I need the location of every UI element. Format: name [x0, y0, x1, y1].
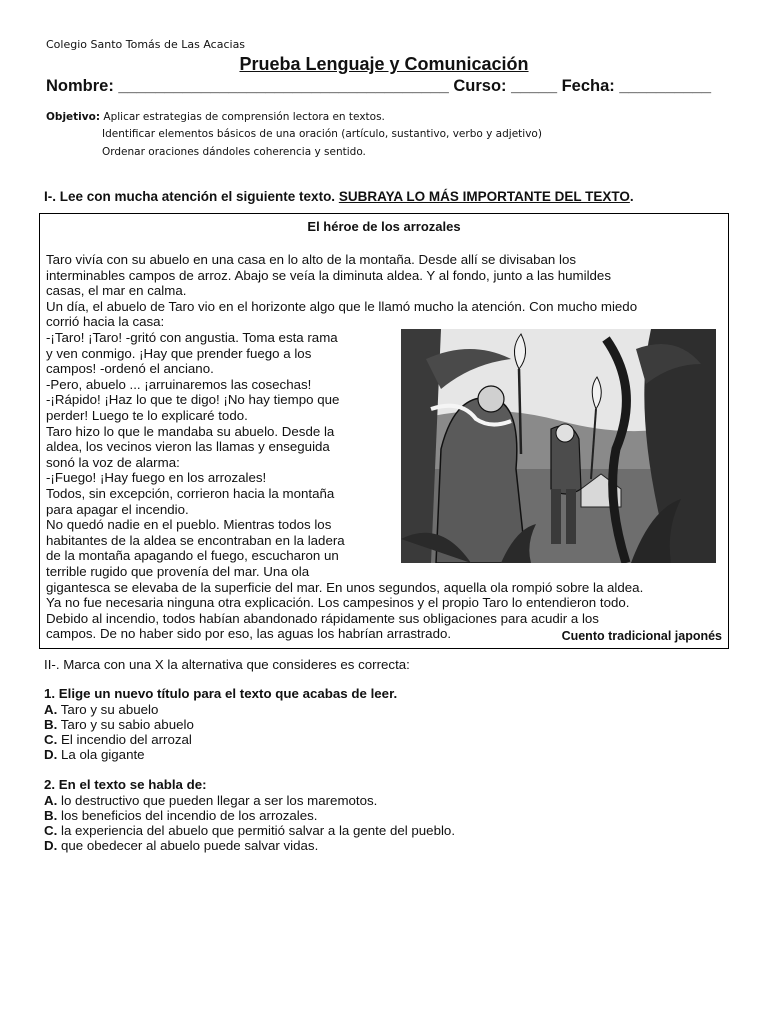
- instruction-emphasis: SUBRAYA LO MÁS IMPORTANTE DEL TEXTO: [338, 189, 630, 204]
- story-line: -Pero, abuelo ... ¡arruinaremos las cosechas!: [46, 376, 312, 392]
- section-2-instruction: II-. Marca con una X la alternativa que consideres es correcta:: [44, 657, 410, 672]
- story-line: -¡Taro! ¡Taro! -gritó con angustia. Toma esta rama: [46, 330, 338, 345]
- question-2-option-a[interactable]: A. lo destructivo que pueden llegar a ser los maremotos.: [44, 793, 378, 808]
- question-2-prompt: 2. En el texto se habla de:: [44, 777, 207, 792]
- question-1-option-d[interactable]: D. La ola gigante: [44, 747, 145, 762]
- story-line: No quedó nadie en el pueblo. Mientras todos los: [46, 517, 332, 533]
- story-line: Taro hizo lo que le mandaba su abuelo. Desde la: [46, 423, 335, 439]
- story-line: Ya no fue necesaria ninguna otra explicación. Los campesinos y el propio Taro lo entendieron todo.: [46, 595, 630, 611]
- story-line: de la montaña apagando el fuego, escucharon un: [46, 548, 339, 564]
- story-line: Todos, sin excepción, corrieron hacia la montaña: [46, 486, 335, 501]
- story-line: gigantesca se elevaba de la superficie del mar. En unos segundos, aquella ola rompió sobre la aldea.: [46, 579, 644, 595]
- story-title: El héroe de los arrozales: [307, 219, 461, 234]
- story-line: Taro vivía con su abuelo en una casa en lo alto de la montaña. Desde allí se divisaban los: [46, 252, 576, 267]
- story-line: campos! -ordenó el anciano.: [46, 361, 214, 377]
- story-line: -¡Rápido! ¡Haz lo que te digo! ¡No hay tiempo que: [46, 392, 340, 408]
- instruction-text: I-. Lee con mucha atención el siguiente texto.: [44, 189, 336, 204]
- story-line: aldea, los vecinos vieron las llamas y enseguida: [46, 439, 330, 455]
- section-1-instruction: [44, 189, 634, 204]
- story-line: sonó la voz de alarma:: [46, 454, 180, 470]
- story-line: terrible rugido que provenía del mar. Una ola: [46, 564, 310, 579]
- story-line: casas, el mar en calma.: [46, 283, 187, 299]
- question-1-option-c[interactable]: C. El incendio del arrozal: [44, 732, 192, 747]
- story-line: -¡Fuego! ¡Hay fuego en los arrozales!: [46, 470, 267, 486]
- objective-label: Objetivo:: [46, 111, 101, 123]
- school-name: Colegio Santo Tomás de Las Acacias: [46, 38, 246, 51]
- student-info-line: Nombre: ____________________________________ Curso: _____ Fecha: __________: [46, 77, 712, 95]
- story-line: para apagar el incendio.: [46, 501, 189, 517]
- objective-row-1: [46, 111, 385, 123]
- story-source: Cuento tradicional japonés: [561, 629, 722, 643]
- objective-item: Ordenar oraciones dándoles coherencia y sentido.: [102, 146, 366, 158]
- question-1-option-b[interactable]: B. Taro y su sabio abuelo: [44, 717, 194, 732]
- story-line: y ven conmigo. ¡Hay que prender fuego a los: [46, 345, 312, 361]
- story-line: habitantes de la aldea se encontraban en la ladera: [46, 532, 345, 548]
- story-line: Un día, el abuelo de Taro vio en el horizonte algo que le llamó mucho la atención. Con mucho miedo: [46, 298, 638, 314]
- objective-item: Identificar elementos básicos de una oración (artículo, sustantivo, verbo y adjetivo): [102, 128, 542, 140]
- question-2-option-d[interactable]: D. que obedecer al abuelo puede salvar vidas.: [44, 838, 319, 853]
- question-1-option-a[interactable]: A. Taro y su abuelo: [44, 702, 159, 717]
- story-line: interminables campos de arroz. Abajo se veía la diminuta aldea. Y al fondo, junto a las humildes: [46, 267, 611, 283]
- page-title: Prueba Lenguaje y Comunicación: [239, 54, 529, 74]
- story-line: perder! Luego te lo explicaré todo.: [46, 408, 248, 423]
- question-2-option-c[interactable]: C. la experiencia del abuelo que permitió salvar a la gente del pueblo.: [44, 823, 456, 838]
- objective-item: Aplicar estrategias de comprensión lectora en textos.: [103, 111, 385, 123]
- story-illustration: [401, 329, 716, 563]
- instruction-end: .: [629, 189, 634, 204]
- story-line: corrió hacia la casa:: [46, 314, 165, 330]
- story-line: Debido al incendio, todos habían abandonado rápidamente sus obligaciones para acudir a los: [46, 610, 599, 626]
- question-2-option-b[interactable]: B. los beneficios del incendio de los arrozales.: [44, 808, 318, 823]
- story-line: campos. De no haber sido por eso, las aguas los habrían arrastrado.: [46, 626, 452, 642]
- question-1-prompt: 1. Elige un nuevo título para el texto que acabas de leer.: [44, 686, 398, 701]
